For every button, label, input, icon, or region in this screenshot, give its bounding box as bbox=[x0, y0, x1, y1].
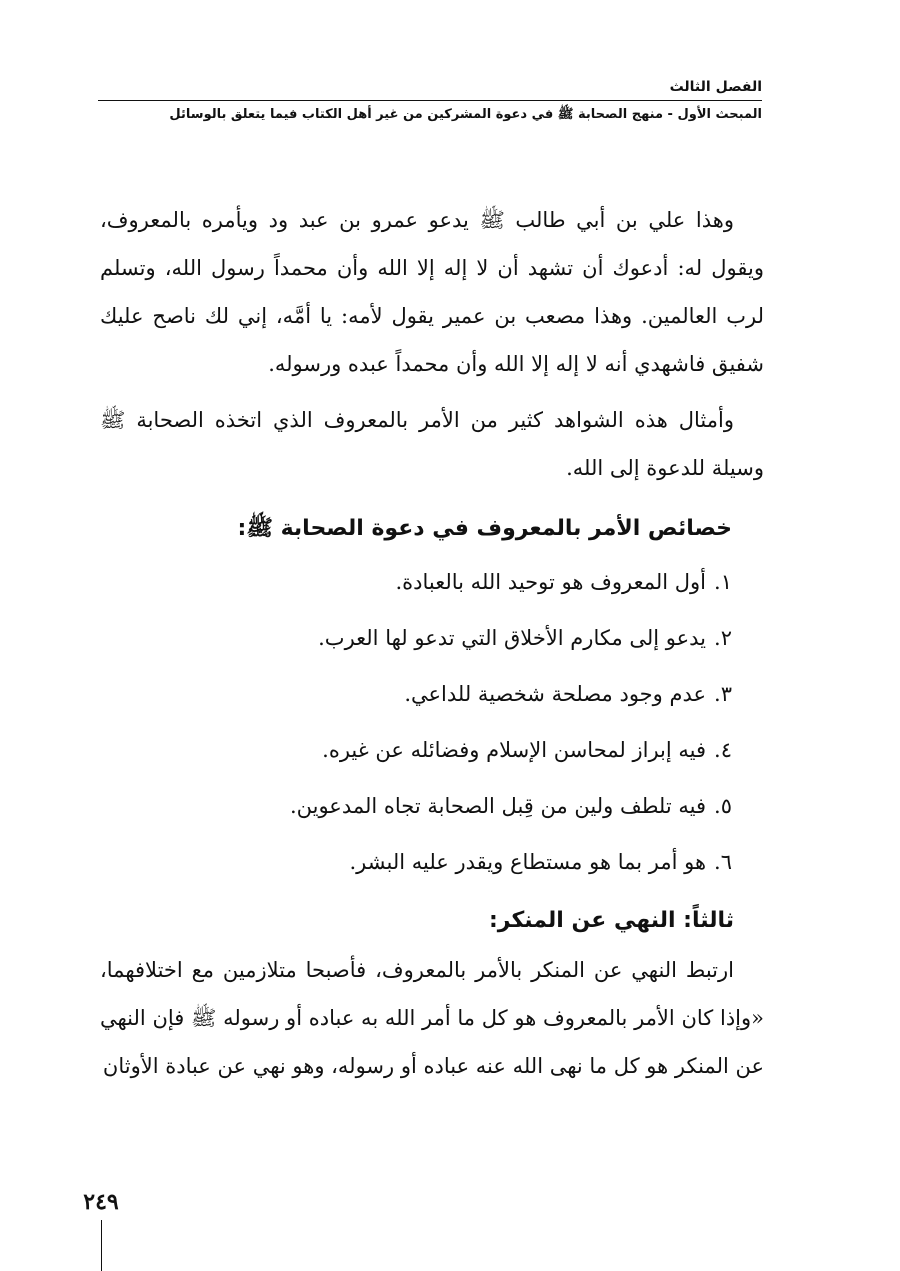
paragraph-examples: وأمثال هذه الشواهد كثير من الأمر بالمعروف الذي اتخذه الصحابة ﷺ وسيلة للدعوة إلى الله. bbox=[100, 408, 764, 480]
list-item-number: ٣. bbox=[714, 682, 732, 706]
header-rule bbox=[98, 100, 762, 101]
list-item-text: فيه إبراز لمحاسن الإسلام وفضائله عن غيره. bbox=[322, 738, 707, 762]
list-item-number: ٦. bbox=[714, 850, 732, 874]
chapter-title: الفصل الثالث bbox=[669, 79, 762, 95]
page-content bbox=[100, 196, 764, 1090]
list-item-number: ١. bbox=[714, 570, 732, 594]
list-item bbox=[100, 722, 732, 778]
list-item-text: أول المعروف هو توحيد الله بالعبادة. bbox=[395, 570, 707, 594]
list-item-number: ٤. bbox=[714, 738, 732, 762]
list-item-text: عدم وجود مصلحة شخصية للداعي. bbox=[404, 682, 707, 706]
list-item bbox=[100, 666, 732, 722]
subheading-forbidding-evil: ثالثاً: النهي عن المنكر: bbox=[489, 908, 734, 933]
list-item-number: ٢. bbox=[714, 626, 732, 650]
list-item-text: هو أمر بما هو مستطاع ويقدر عليه البشر. bbox=[349, 850, 707, 874]
list-item bbox=[100, 554, 732, 610]
paragraph-ali-ibn-abi-talib: وهذا علي بن أبي طالب ﷺ يدعو عمرو بن عبد ود ويأمره بالمعروف، ويقول له: أدعوك أن تشهد أن لا إله إلا الله وأن محمداً رسول الله، وتسلم لرب العالمين. وهذا مصعب بن عمير يقول لأمه: يا أمَّه، إني لك ناصح عليك شفيق فاشهدي أنه لا إله إلا الله وأن محمداً عبده ورسوله. bbox=[100, 208, 764, 376]
list-item-text: يدعو إلى مكارم الأخلاق التي تدعو لها العرب. bbox=[318, 626, 707, 650]
list-item bbox=[100, 834, 732, 890]
subheading-characteristics: خصائص الأمر بالمعروف في دعوة الصحابة ﷺ: bbox=[237, 516, 732, 541]
list-item bbox=[100, 610, 732, 666]
list-item bbox=[100, 778, 732, 834]
running-header bbox=[98, 76, 762, 127]
side-rule bbox=[101, 1220, 102, 1271]
list-item-number: ٥. bbox=[714, 794, 732, 818]
paragraph-forbidding-evil: ارتبط النهي عن المنكر بالأمر بالمعروف، فأصبحا متلازمين مع اختلافهما، «وإذا كان الأمر بالمعروف هو كل ما أمر الله به عباده أو رسوله ﷺ فإن النهي عن المنكر هو كل ما نهى الله عنه عباده أو رسوله، وهو نهي عن عبادة الأوثان bbox=[100, 958, 764, 1078]
characteristics-list bbox=[100, 554, 764, 890]
section-title: المبحث الأول - منهج الصحابة ﷺ في دعوة المشركين من غير أهل الكتاب فيما يتعلق بالوسائل bbox=[169, 107, 762, 122]
list-item-text: فيه تلطف ولين من قِبل الصحابة تجاه المدعوين. bbox=[289, 794, 707, 818]
page-number: ٢٤٩ bbox=[83, 1189, 119, 1215]
